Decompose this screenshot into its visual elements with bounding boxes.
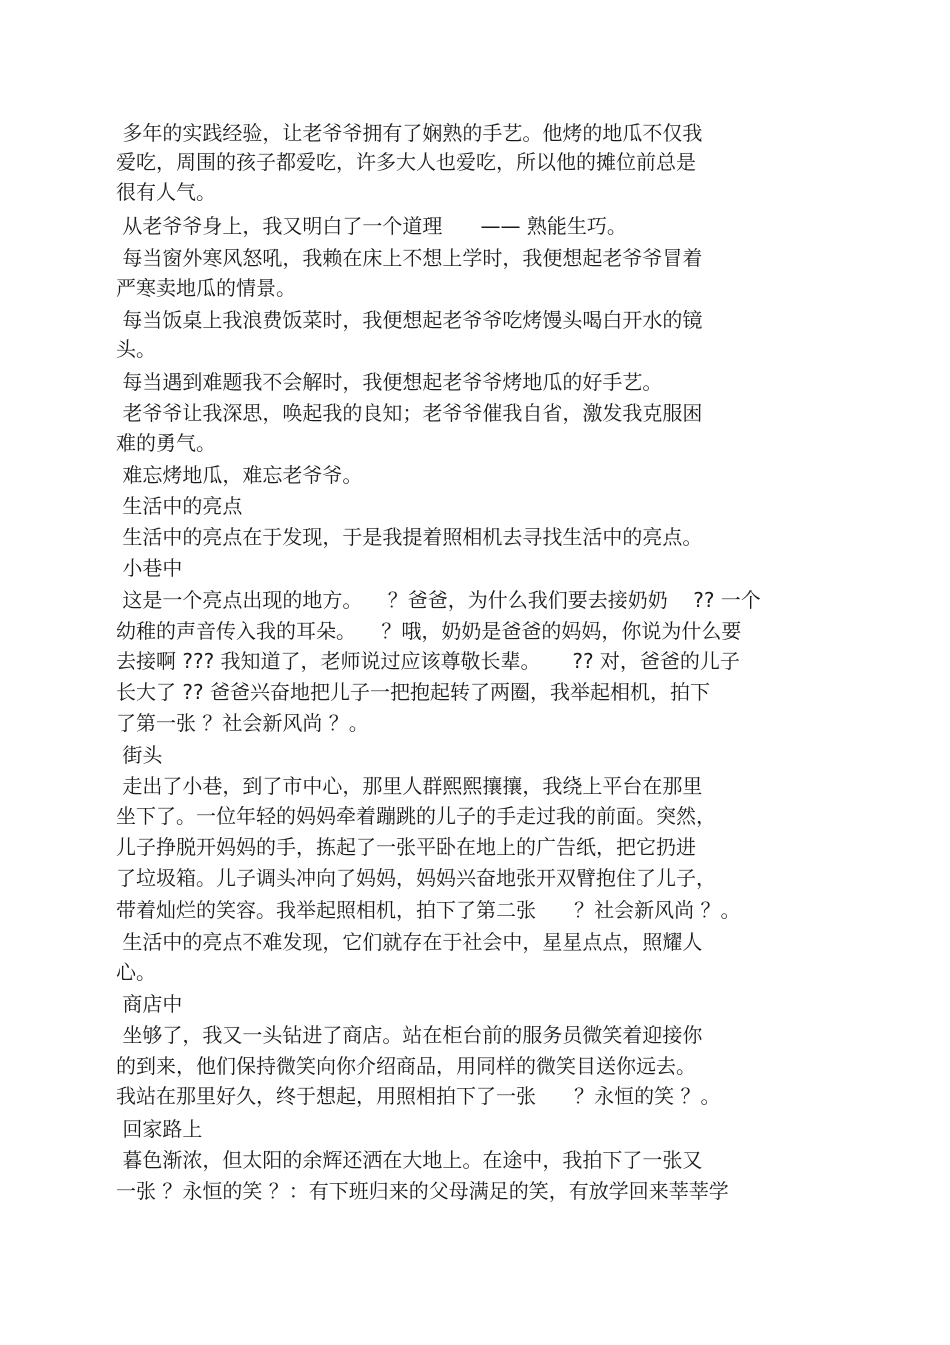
text-line: 心。 — [116, 960, 156, 984]
text-line: 走出了小巷，到了市中心，那里人群熙熙攘攘，我绕上平台在那里 — [116, 774, 703, 798]
text-line: 严寒卖地瓜的情景。 — [116, 276, 296, 300]
text-line: 难忘烤地瓜，难忘老爷爷。 — [116, 463, 363, 487]
section-heading: 小巷中 — [116, 556, 183, 580]
text-line: 这是一个亮点出现的地方。 ？爸爸，为什么我们要去接奶奶 ?? 一个 — [116, 588, 761, 612]
section-heading: 街头 — [116, 743, 163, 767]
text-line: 我站在那里好久，终于想起，用照相拍下了一张 ？永恒的笑 ？。 — [116, 1084, 721, 1108]
text-line: 长大了 ?? 爸爸兴奋地把儿子一把抱起转了两圈，我举起相机，拍下 — [116, 680, 710, 704]
text-line: 多年的实践经验，让老爷爷拥有了娴熟的手艺。他烤的地瓜不仅我 — [116, 121, 703, 145]
text-line: 一张 ？永恒的笑 ？：有下班归来的父母满足的笑，有放学回来莘莘学 — [116, 1179, 729, 1203]
text-line: 坐够了，我又一头钻进了商店。站在柜台前的服务员微笑着迎接你 — [116, 1023, 703, 1047]
text-line: 难的勇气。 — [116, 431, 216, 455]
section-heading: 生活中的亮点 — [116, 494, 243, 518]
text-line: 爱吃，周围的孩子都爱吃，许多大人也爱吃，所以他的摊位前总是 — [116, 150, 696, 174]
text-line: 生活中的亮点在于发现，于是我提着照相机去寻找生活中的亮点。 — [116, 525, 703, 549]
text-line: 带着灿烂的笑容。我举起照相机，拍下了第二张 ？社会新风尚 ？。 — [116, 898, 741, 922]
text-line: 很有人气。 — [116, 180, 216, 204]
text-line: 去接啊 ??? 我知道了，老师说过应该尊敬长辈。 ?? 对，爸爸的儿子 — [116, 649, 740, 673]
text-line: 每当饭桌上我浪费饭菜时，我便想起老爷爷吃烤馒头喝白开水的镜 — [116, 308, 703, 332]
text-line: 了垃圾箱。儿子调头冲向了妈妈，妈妈兴奋地张开双臂抱住了儿子， — [116, 866, 716, 890]
text-line: 了第一张 ？社会新风尚 ？。 — [116, 711, 369, 735]
section-heading: 回家路上 — [116, 1117, 203, 1141]
text-line: 每当窗外寒风怒吼，我赖在床上不想上学时，我便想起老爷爷冒着 — [116, 246, 703, 270]
section-heading: 商店中 — [116, 992, 183, 1016]
text-line: 头。 — [116, 337, 156, 361]
text-line: 老爷爷让我深思，唤起我的良知；老爷爷催我自省，激发我克服困 — [116, 401, 703, 425]
text-line: 坐下了。一位年轻的妈妈牵着蹦跳的儿子的手走过我的前面。突然， — [116, 804, 716, 828]
text-line: 幼稚的声音传入我的耳朵。 ？哦，奶奶是爸爸的妈妈，你说为什么要 — [116, 619, 742, 643]
text-line: 生活中的亮点不难发现，它们就存在于社会中，星星点点，照耀人 — [116, 930, 703, 954]
text-line: 暮色渐浓，但太阳的余辉还洒在大地上。在途中，我拍下了一张又 — [116, 1148, 703, 1172]
text-line: 从老爷爷身上，我又明白了一个道理 —— 熟能生巧。 — [116, 214, 627, 238]
text-line: 儿子挣脱开妈妈的手，拣起了一张平卧在地上的广告纸，把它扔进 — [116, 835, 696, 859]
text-line: 的到来，他们保持微笑向你介绍商品，用同样的微笑目送你远去。 — [116, 1054, 696, 1078]
text-line: 每当遇到难题我不会解时，我便想起老爷爷烤地瓜的好手艺。 — [116, 370, 663, 394]
